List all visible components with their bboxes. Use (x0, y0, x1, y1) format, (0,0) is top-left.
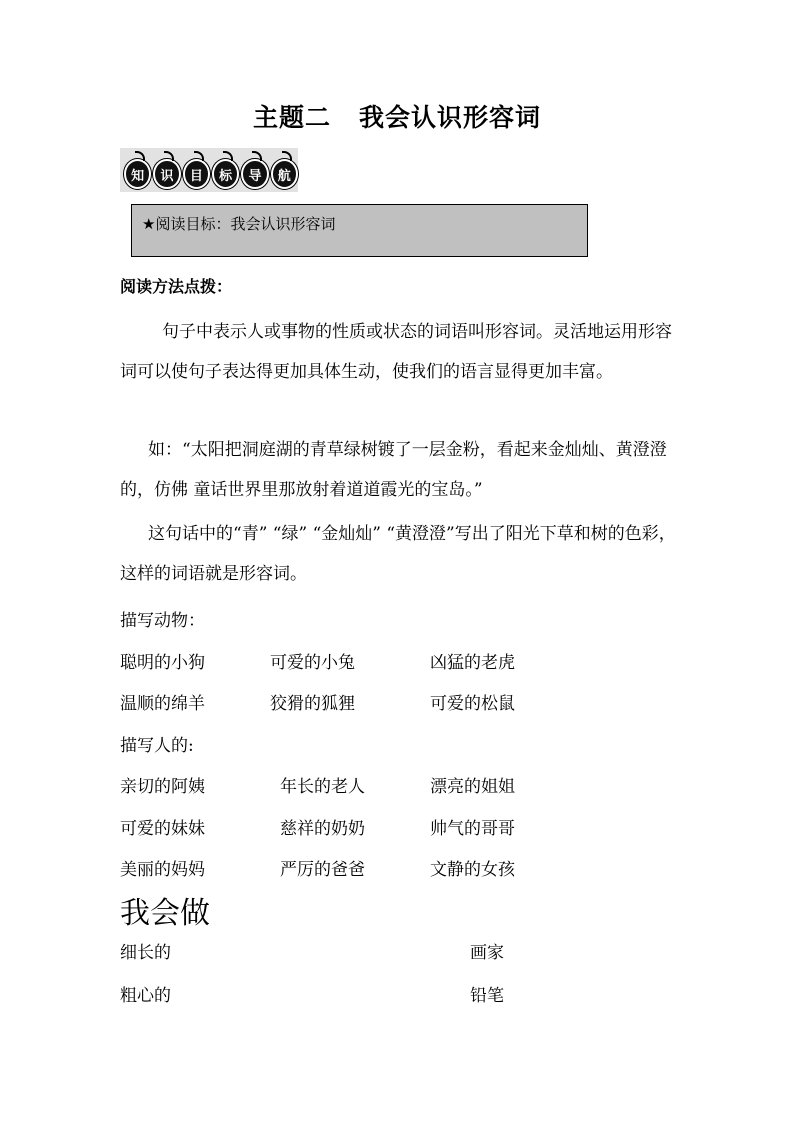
reading-goal-box (131, 204, 588, 257)
word-item: 美丽的妈妈 (120, 860, 205, 880)
word-item: 凶猛的老虎 (430, 653, 515, 673)
word-item: 温顺的绵羊 (120, 694, 205, 714)
word-item: 漂亮的姐姐 (430, 777, 515, 797)
word-item: 狡猾的狐狸 (270, 694, 355, 714)
bomb-icon: 知 (124, 159, 151, 189)
exercise-noun: 画家 (470, 943, 504, 963)
bomb-icon: 标 (212, 159, 239, 189)
exercise-adjective: 细长的 (120, 943, 171, 963)
exercise-noun: 铅笔 (470, 986, 504, 1006)
reading-goal-text: ★阅读目标：我会认识形容词 (142, 215, 336, 233)
word-item: 聪明的小狗 (120, 653, 205, 673)
paragraph-example: 如：“太阳把洞庭湖的青草绿树镀了一层金粉，看起来金灿灿、黄澄澄的，仿佛 童话世界里那放射着道道霞光的宝岛。” (120, 440, 667, 500)
word-item: 可爱的松鼠 (430, 694, 515, 714)
people-label: 描写人的: (120, 736, 194, 756)
title-part2: 我会认识形容词 (359, 103, 542, 132)
animals-label: 描写动物： (120, 611, 205, 631)
paragraph-definition: 句子中表示人或事物的性质或状态的词语叫形容词。灵活地运用形容词可以使句子表达得更加具体生动，使我们的语言显得更加丰富。 (120, 322, 672, 382)
exercise-adjective: 粗心的 (120, 986, 171, 1006)
word-item: 亲切的阿姨 (120, 777, 205, 797)
bomb-icon: 航 (271, 159, 298, 189)
word-item: 文静的女孩 (430, 860, 515, 880)
exercise-heading: 我会做 (120, 896, 210, 931)
method-heading: 阅读方法点拨： (120, 277, 233, 296)
bomb-icon: 导 (241, 159, 268, 189)
word-item: 帅气的哥哥 (430, 819, 515, 839)
knowledge-goal-badge (120, 148, 298, 192)
title-part1: 主题二 (252, 103, 331, 132)
word-item: 慈祥的奶奶 (280, 819, 365, 839)
bomb-icon: 识 (153, 159, 180, 189)
word-item: 可爱的小兔 (270, 653, 355, 673)
paragraph-explanation: 这句话中的“青” “绿” “金灿灿” “黄澄澄”写出了阳光下草和树的色彩，这样的词语就是形容词。 (120, 524, 676, 584)
word-item: 严厉的爸爸 (280, 860, 365, 880)
page-title (0, 98, 794, 134)
word-item: 可爱的妹妹 (120, 819, 205, 839)
bomb-icon: 目 (183, 159, 210, 189)
word-item: 年长的老人 (280, 777, 365, 797)
